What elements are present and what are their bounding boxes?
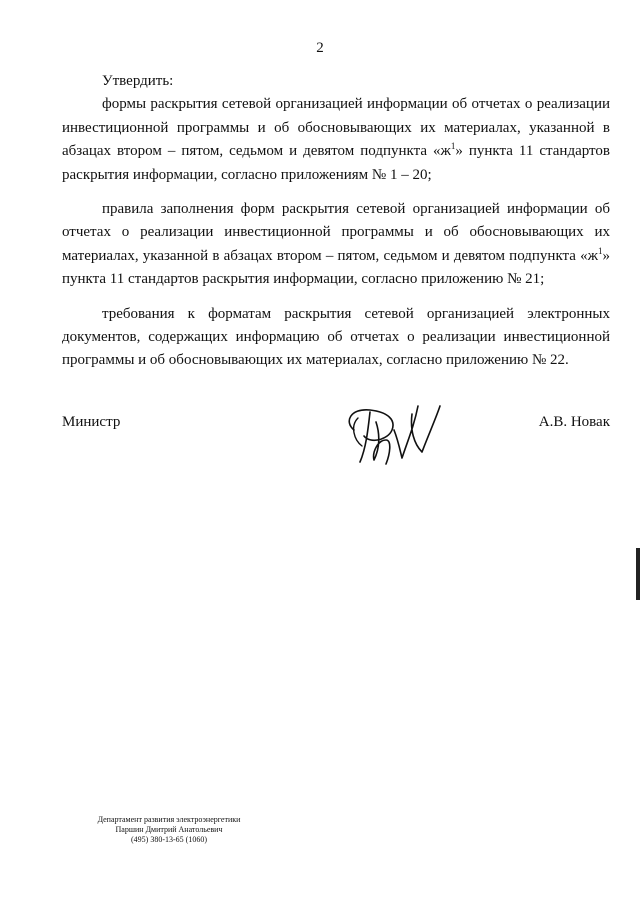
scan-edge-mark: [636, 548, 640, 600]
handwritten-signature: [340, 400, 450, 480]
approval-item-3: требования к форматам раскрытия сетевой организацией электронных документов, содержащих информацию об отчетах о реализации инвестиционной программы и об обосновывающих их материалах, согласно приложению № 22.: [62, 305, 610, 369]
executor-footer: [84, 815, 254, 845]
footer-department: Департамент развития электроэнергетики: [97, 815, 241, 824]
footer-executor: Паршин Дмитрий Анатольевич: [115, 825, 223, 834]
page-number: 2: [316, 40, 324, 56]
signature-block: [62, 414, 610, 484]
approval-item-2: правила заполнения форм раскрытия сетевой организацией информации об отчетах о реализации инвестиционной программы и об обосновывающих их материалах, указанной в абзацах втором – пятом, седьмом и девятом подпункта «$ж^1$» пункта 11 стандартов раскрытия информации, согласно приложению № 21;: [62, 201, 610, 288]
footer-phone: (495) 380-13-65 (1060): [131, 835, 207, 844]
signer-title: Министр: [62, 414, 121, 430]
approval-item-1: формы раскрытия сетевой организацией информации об отчетах о реализации инвестиционной программы и об обосновывающих их материалах, указанной в абзацах втором – пятом, седьмом и девятом подпункта «$ж^1$» пункта 11 стандартов раскрытия информации, согласно приложениям № 1 – 20;: [62, 96, 610, 183]
signer-name: А.В. Новак: [538, 414, 610, 430]
document-body: [62, 70, 610, 384]
approve-heading: Утвердить:: [102, 73, 174, 89]
